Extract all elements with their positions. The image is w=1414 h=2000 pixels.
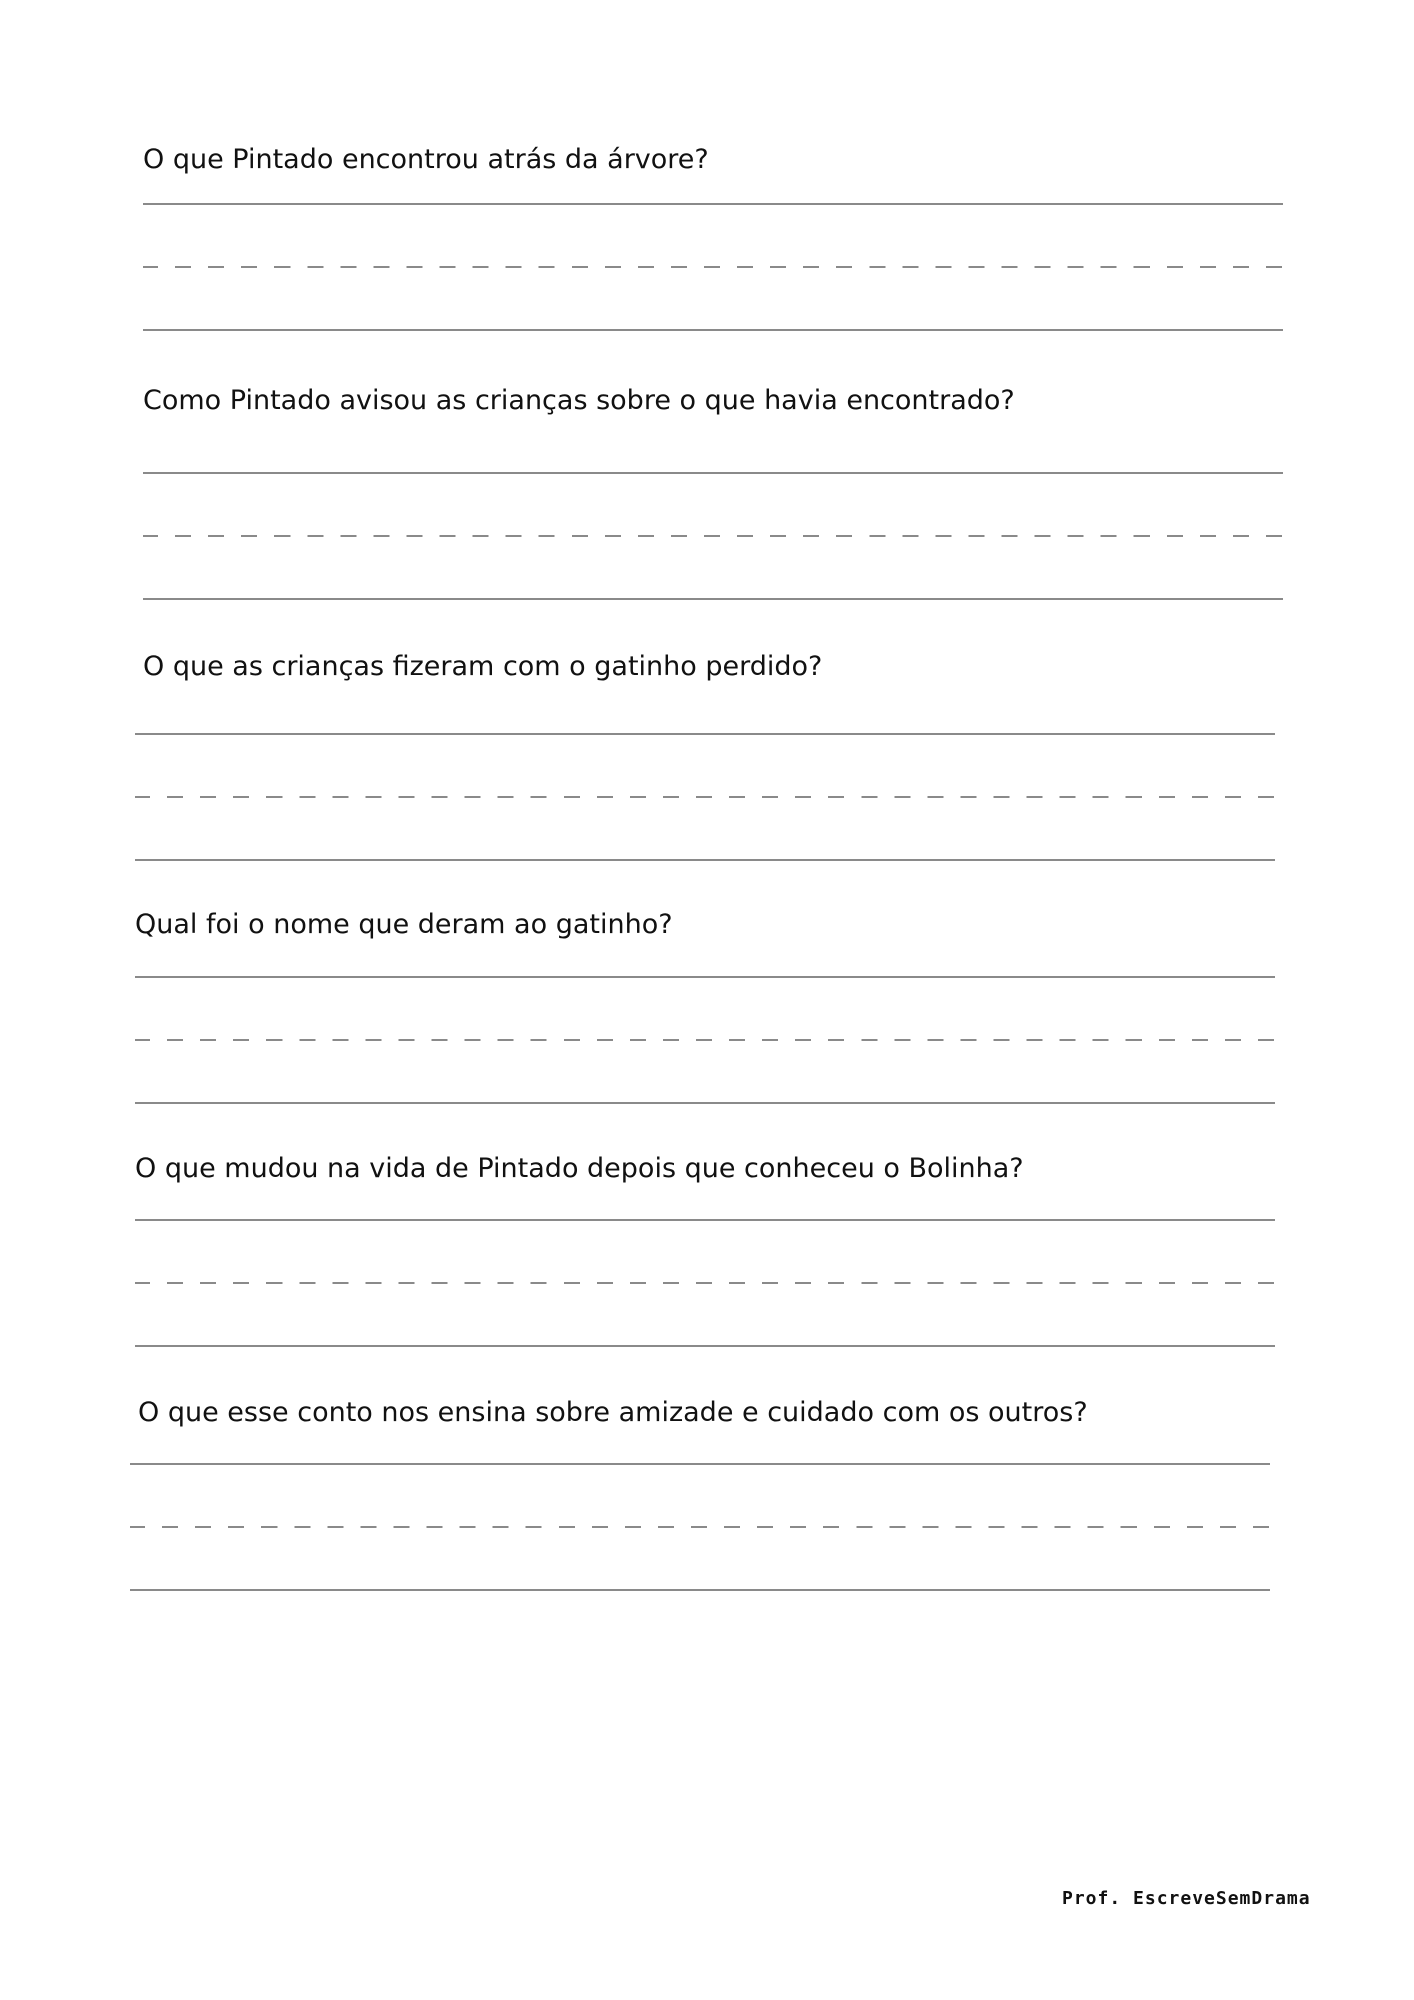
question-text: Como Pintado avisou as crianças sobre o que havia encontrado? — [143, 385, 1015, 416]
answer-line-solid — [135, 1345, 1275, 1347]
answer-line-solid — [143, 329, 1283, 331]
question-text: O que as crianças fizeram com o gatinho perdido? — [143, 651, 823, 682]
question-text: O que Pintado encontrou atrás da árvore? — [143, 144, 709, 175]
answer-line-solid — [135, 733, 1275, 735]
answer-line-solid — [135, 976, 1275, 978]
answer-line-dashed — [135, 1282, 1275, 1284]
answer-line-dashed — [135, 1039, 1275, 1041]
answer-line-solid — [135, 1102, 1275, 1104]
answer-line-solid — [135, 859, 1275, 861]
question-text: O que mudou na vida de Pintado depois que conheceu o Bolinha? — [135, 1153, 1024, 1184]
answer-line-solid — [143, 472, 1283, 474]
answer-line-solid — [143, 203, 1283, 205]
footer-signature: Prof. EscreveSemDrama — [1062, 1888, 1311, 1909]
answer-line-solid — [130, 1589, 1270, 1591]
question-text: O que esse conto nos ensina sobre amizade e cuidado com os outros? — [138, 1397, 1088, 1428]
question-text: Qual foi o nome que deram ao gatinho? — [135, 909, 673, 940]
answer-line-dashed — [143, 535, 1283, 537]
answer-line-dashed — [143, 266, 1283, 268]
answer-line-dashed — [135, 796, 1275, 798]
answer-line-solid — [130, 1463, 1270, 1465]
answer-line-dashed — [130, 1526, 1270, 1528]
answer-line-solid — [143, 598, 1283, 600]
answer-line-solid — [135, 1219, 1275, 1221]
